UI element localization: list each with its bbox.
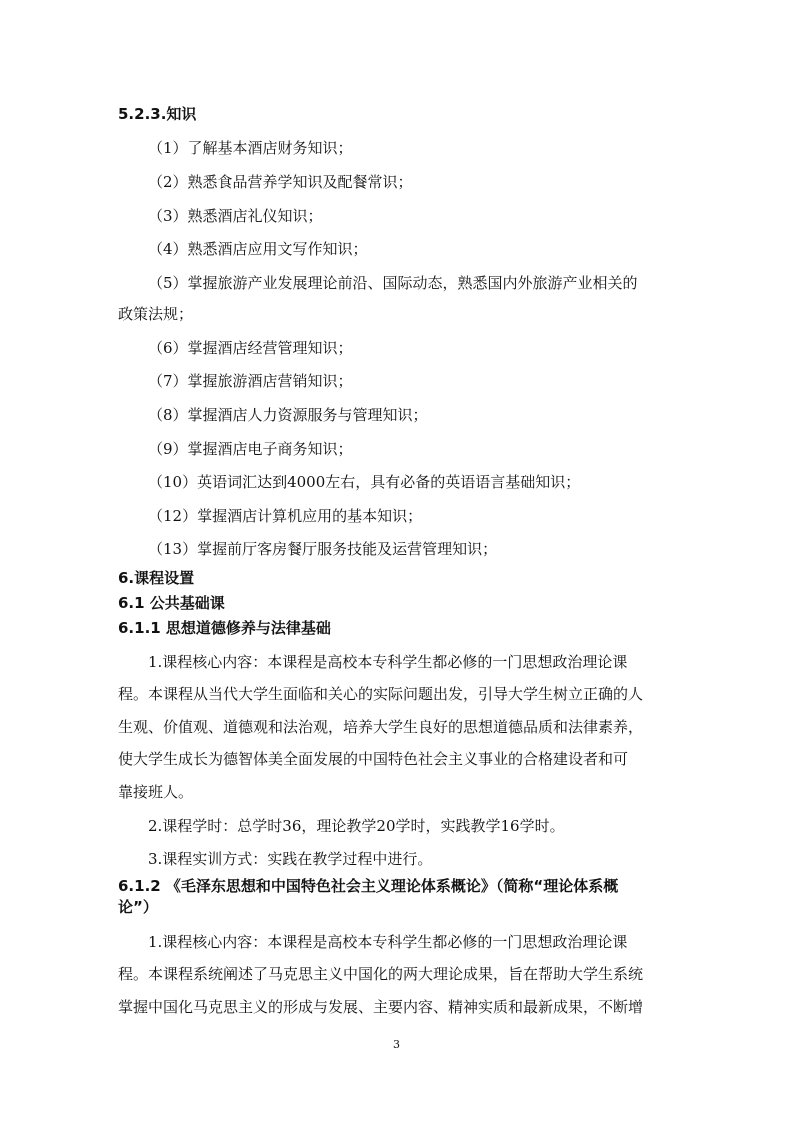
knowledge-item: （2）熟悉食品营养学知识及配餐常识； [148, 173, 413, 191]
heading-6-1-1: 6.1.1 思想道德修养与法律基础 [118, 619, 331, 637]
course2-content-line: 程。本课程系统阐述了马克思主义中国化的两大理论成果，旨在帮助大学生系统 [118, 965, 644, 983]
course1-content-line: 1.课程核心内容：本课程是高校本专科学生都必修的一门思想政治理论课 [148, 653, 628, 671]
course1-content-line: 程。本课程从当代大学生面临和关心的实际问题出发，引导大学生树立正确的人 [118, 685, 644, 703]
page-number: 3 [393, 1038, 400, 1051]
course1-content-line: 生观、价值观、道德观和法治观，培养大学生良好的思想道德品质和法律素养， [118, 718, 644, 736]
heading-6: 6.课程设置 [118, 569, 195, 587]
knowledge-item-continued: 政策法规； [118, 305, 194, 323]
knowledge-item: （8）掌握酒店人力资源服务与管理知识； [148, 406, 428, 424]
course2-content-line: 1.课程核心内容：本课程是高校本专科学生都必修的一门思想政治理论课 [148, 933, 628, 951]
knowledge-item: （6）掌握酒店经营管理知识； [148, 339, 353, 357]
course1-hours: 2.课程学时：总学时36，理论教学20学时，实践教学16学时。 [148, 817, 565, 835]
knowledge-item: （10）英语词汇达到4000左右，具有必备的英语语言基础知识； [148, 473, 581, 491]
course1-content-line: 使大学生成长为德智体美全面发展的中国特色社会主义事业的合格建设者和可 [118, 750, 629, 768]
heading-6-1-2-continued: 论”） [118, 898, 158, 916]
knowledge-item: （5）掌握旅游产业发展理论前沿、国际动态，熟悉国内外旅游产业相关的 [148, 274, 638, 292]
knowledge-item: （3）熟悉酒店礼仪知识； [148, 207, 323, 225]
knowledge-item: （4）熟悉酒店应用文写作知识； [148, 240, 368, 258]
course1-training: 3.课程实训方式：实践在教学过程中进行。 [148, 850, 433, 868]
knowledge-item: （1）了解基本酒店财务知识； [148, 139, 353, 157]
course2-content-line: 掌握中国化马克思主义的形成与发展、主要内容、精神实质和最新成果，不断增 [118, 998, 644, 1016]
knowledge-item: （7）掌握旅游酒店营销知识； [148, 372, 353, 390]
heading-5-2-3: 5.2.3.知识 [118, 105, 197, 123]
heading-6-1-2: 6.1.2 《毛泽东思想和中国特色社会主义理论体系概论》（简称“理论体系概 [118, 877, 619, 895]
heading-6-1: 6.1 公共基础课 [118, 594, 225, 612]
knowledge-item: （12）掌握酒店计算机应用的基本知识； [148, 507, 423, 525]
knowledge-item: （13）掌握前厅客房餐厅服务技能及运营管理知识； [148, 540, 498, 558]
knowledge-item: （9）掌握酒店电子商务知识； [148, 440, 353, 458]
course1-content-line: 靠接班人。 [118, 783, 194, 801]
